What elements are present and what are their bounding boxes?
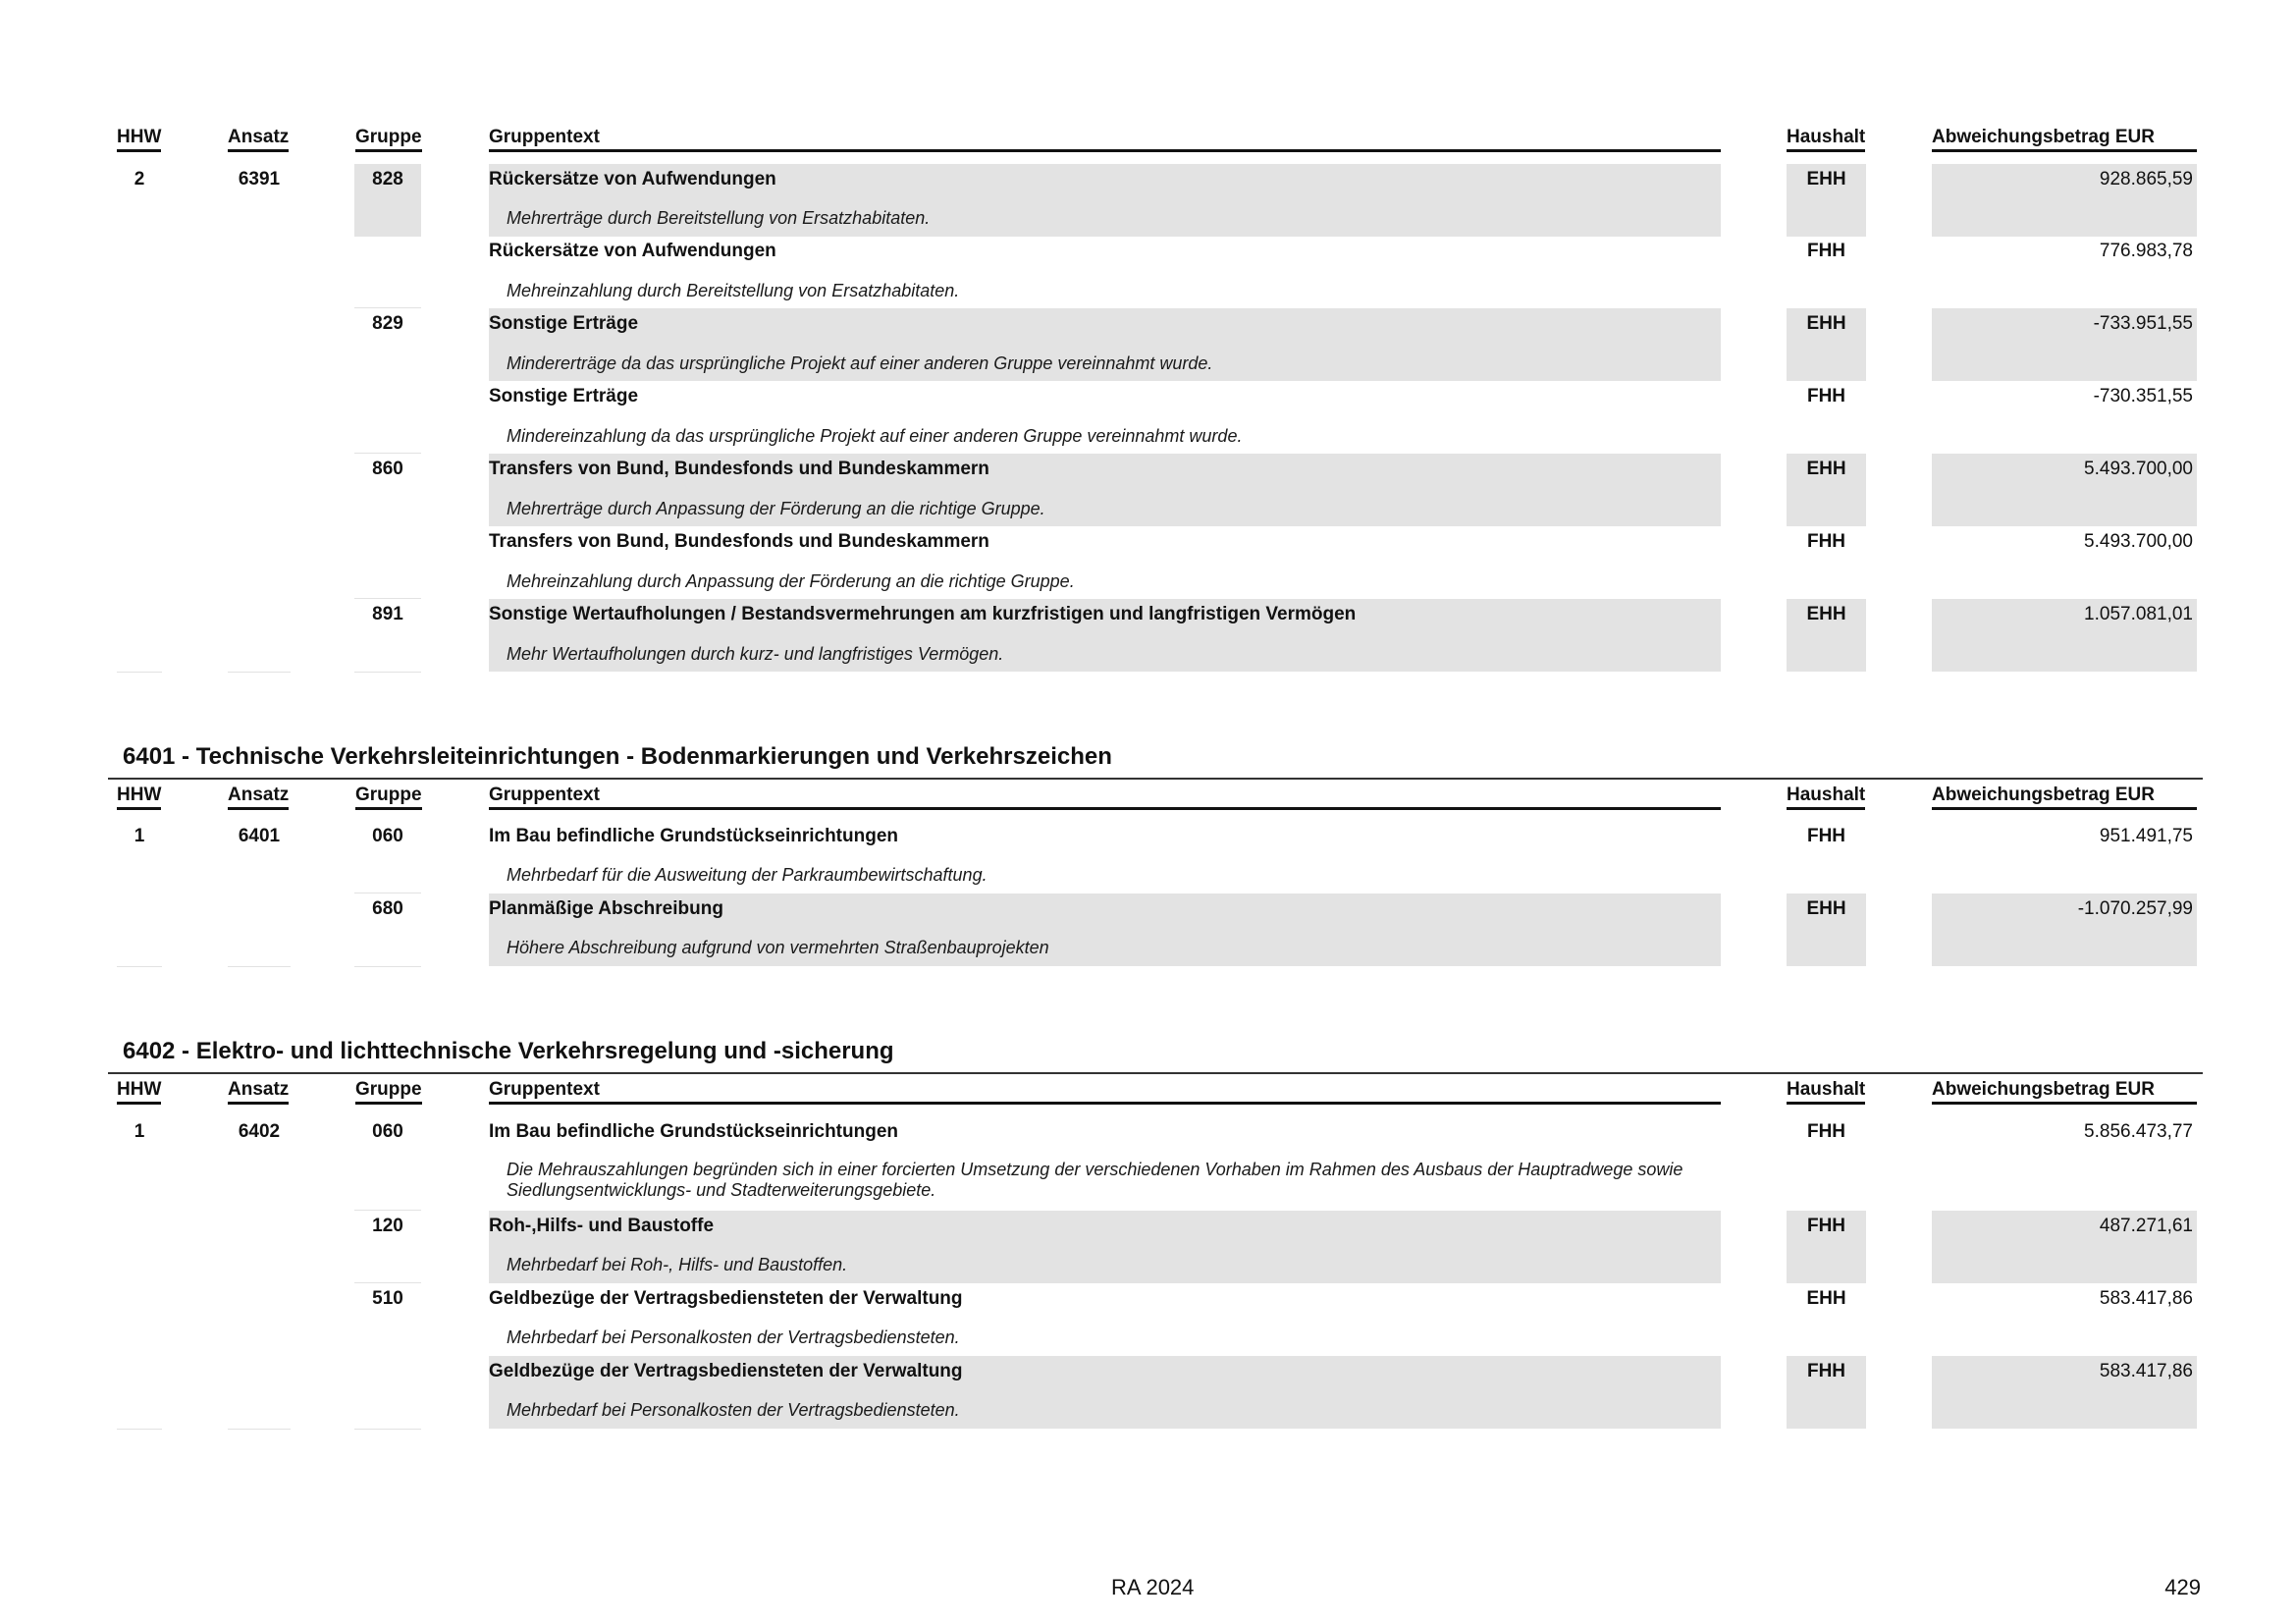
gruppentext: Transfers von Bund, Bundesfonds und Bundeskammern (489, 531, 989, 552)
col-header-gruppentext: Gruppentext (489, 1079, 1721, 1105)
haushalt-value: EHH (1806, 169, 1846, 189)
amount-value: 487.271,61 (2099, 1216, 2193, 1236)
row-separator (354, 598, 421, 599)
col-header-haushalt: Haushalt (1787, 785, 1865, 810)
gruppentext: Rückersätze von Aufwendungen (489, 169, 776, 189)
section-end-tick (354, 672, 421, 673)
section-title-rule (108, 778, 2203, 780)
col-header-hhw: HHW (117, 127, 161, 152)
section-end-tick (354, 966, 421, 967)
haushalt-value: EHH (1806, 1288, 1846, 1309)
haushalt-value: FHH (1806, 1121, 1846, 1142)
gruppentext-description: Höhere Abschreibung aufgrund von vermehrten Straßenbauprojekten (507, 938, 1049, 957)
amount-value: 776.983,78 (2099, 241, 2193, 261)
gruppentext: Transfers von Bund, Bundesfonds und Bundeskammern (489, 459, 989, 479)
haushalt-value: FHH (1806, 386, 1846, 406)
gruppentext-description: Mehrbedarf bei Personalkosten der Vertragsbediensteten. (507, 1327, 960, 1347)
amount-value: 5.493.700,00 (2084, 459, 2193, 479)
haushalt-value: FHH (1806, 241, 1846, 261)
section-end-tick (228, 1429, 291, 1430)
col-header-gruppe: Gruppe (355, 1079, 422, 1105)
haushalt-value: FHH (1806, 826, 1846, 846)
col-header-hhw: HHW (117, 1079, 161, 1105)
col-header-abweichungsbetrag: Abweichungsbetrag EUR (1932, 127, 2197, 152)
gruppentext: Sonstige Erträge (489, 386, 639, 406)
gruppentext-description: Mehrbedarf bei Roh-, Hilfs- und Baustoffen. (507, 1255, 848, 1274)
ansatz-value: 6402 (238, 1121, 281, 1142)
haushalt-value: EHH (1806, 898, 1846, 919)
gruppentext-description: Mehrbedarf bei Personalkosten der Vertragsbediensteten. (507, 1400, 960, 1420)
amount-value: -733.951,55 (2093, 313, 2193, 334)
gruppentext-description: Mindererträge da das ursprüngliche Projekt auf einer anderen Gruppe vereinnahmt wurde. (507, 353, 1213, 373)
gruppentext: Im Bau befindliche Grundstückseinrichtungen (489, 826, 898, 846)
section-end-tick (228, 672, 291, 673)
haushalt-value: EHH (1806, 313, 1846, 334)
section-end-tick (117, 1429, 162, 1430)
gruppe-value: 828 (372, 169, 403, 189)
footer-report-label: RA 2024 (1111, 1575, 1195, 1599)
row-separator (354, 1282, 421, 1283)
section-end-tick (117, 672, 162, 673)
amount-value: 583.417,86 (2099, 1361, 2193, 1381)
col-header-ansatz: Ansatz (228, 1079, 289, 1105)
gruppe-value: 060 (372, 1121, 403, 1142)
gruppe-value: 510 (372, 1288, 403, 1309)
gruppentext-description: Mehrbedarf für die Ausweitung der Parkraumbewirtschaftung. (507, 865, 988, 885)
amount-value: 583.417,86 (2099, 1288, 2193, 1309)
page-number: 429 (2164, 1575, 2201, 1599)
col-header-hhw: HHW (117, 785, 161, 810)
amount-value: -1.070.257,99 (2077, 898, 2193, 919)
haushalt-value: FHH (1806, 531, 1846, 552)
section-title: 6401 - Technische Verkehrsleiteinrichtungen - Bodenmarkierungen und Verkehrszeichen (123, 743, 1112, 770)
col-header-gruppe: Gruppe (355, 785, 422, 810)
row-separator (354, 453, 421, 454)
amount-value: 1.057.081,01 (2084, 604, 2193, 624)
section-end-tick (354, 1429, 421, 1430)
section-title-rule (108, 1072, 2203, 1074)
col-header-ansatz: Ansatz (228, 785, 289, 810)
gruppe-value: 829 (372, 313, 403, 334)
haushalt-value: FHH (1806, 1216, 1846, 1236)
hhw-value: 1 (133, 1121, 145, 1142)
gruppentext-description: Mehreinzahlung durch Anpassung der Förderung an die richtige Gruppe. (507, 571, 1075, 591)
amount-value: 928.865,59 (2099, 169, 2193, 189)
col-header-gruppe: Gruppe (355, 127, 422, 152)
col-header-gruppentext: Gruppentext (489, 127, 1721, 152)
col-header-haushalt: Haushalt (1787, 1079, 1865, 1105)
section-end-tick (117, 966, 162, 967)
gruppentext: Geldbezüge der Vertragsbediensteten der Verwaltung (489, 1361, 963, 1381)
amount-value: 5.493.700,00 (2084, 531, 2193, 552)
amount-value: 951.491,75 (2099, 826, 2193, 846)
amount-value: 5.856.473,77 (2084, 1121, 2193, 1142)
gruppentext-description: Die Mehrauszahlungen begründen sich in einer forcierten Umsetzung der verschiedenen Vorhaben im Rahmen des Ausbaus der Hauptradwege sowie Siedlungsentwicklungs- und Stadterweiterungsgebiete. (507, 1160, 1683, 1200)
col-header-gruppentext: Gruppentext (489, 785, 1721, 810)
gruppentext: Im Bau befindliche Grundstückseinrichtungen (489, 1121, 898, 1142)
ansatz-value: 6391 (238, 169, 281, 189)
col-header-abweichungsbetrag: Abweichungsbetrag EUR (1932, 1079, 2197, 1105)
gruppentext: Sonstige Erträge (489, 313, 639, 334)
gruppentext: Geldbezüge der Vertragsbediensteten der Verwaltung (489, 1288, 963, 1309)
haushalt-value: EHH (1806, 604, 1846, 624)
section-title: 6402 - Elektro- und lichttechnische Verkehrsregelung und -sicherung (123, 1038, 894, 1064)
col-header-haushalt: Haushalt (1787, 127, 1865, 152)
gruppe-value: 860 (372, 459, 403, 479)
ansatz-value: 6401 (238, 826, 281, 846)
section-end-tick (228, 966, 291, 967)
haushalt-value: EHH (1806, 459, 1846, 479)
amount-value: -730.351,55 (2093, 386, 2193, 406)
gruppentext: Rückersätze von Aufwendungen (489, 241, 776, 261)
haushalt-value: FHH (1806, 1361, 1846, 1381)
gruppentext-description: Mehreinzahlung durch Bereitstellung von Ersatzhabitaten. (507, 281, 960, 300)
gruppentext-description: Mehrerträge durch Anpassung der Förderung an die richtige Gruppe. (507, 499, 1045, 518)
hhw-value: 1 (133, 826, 145, 846)
gruppentext-description: Mehr Wertaufholungen durch kurz- und langfristiges Vermögen. (507, 644, 1004, 664)
col-header-ansatz: Ansatz (228, 127, 289, 152)
gruppentext-description: Mindereinzahlung da das ursprüngliche Projekt auf einer anderen Gruppe vereinnahmt wurde. (507, 426, 1243, 446)
row-separator (354, 307, 421, 308)
hhw-value: 2 (133, 169, 145, 189)
row-separator (354, 1210, 421, 1211)
gruppentext: Roh-,Hilfs- und Baustoffe (489, 1216, 715, 1236)
col-header-abweichungsbetrag: Abweichungsbetrag EUR (1932, 785, 2197, 810)
gruppe-value: 891 (372, 604, 403, 624)
gruppentext-description: Mehrerträge durch Bereitstellung von Ersatzhabitaten. (507, 208, 931, 228)
gruppentext: Planmäßige Abschreibung (489, 898, 723, 919)
gruppe-value: 120 (372, 1216, 403, 1236)
gruppe-value: 680 (372, 898, 403, 919)
gruppe-value: 060 (372, 826, 403, 846)
gruppentext: Sonstige Wertaufholungen / Bestandsvermehrungen am kurzfristigen und langfristigen Vermögen (489, 604, 1357, 624)
